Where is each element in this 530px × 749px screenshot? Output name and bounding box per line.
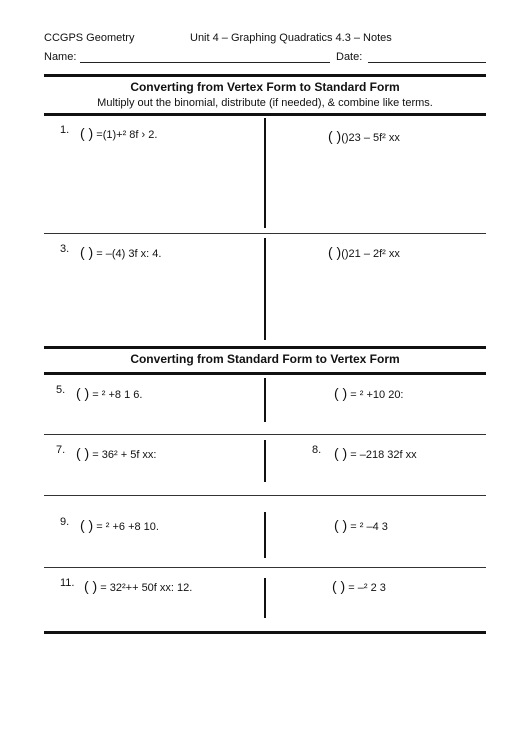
section2-top-rule — [44, 346, 486, 349]
section1-top-rule — [44, 74, 486, 77]
problem-number: 11. — [60, 577, 75, 589]
section1-title: Converting from Vertex Form to Standard Form — [130, 80, 400, 94]
column-divider — [264, 378, 266, 422]
row-divider — [44, 434, 486, 435]
problem-3-expression: ( ) = –(4) 3f x: 4. — [80, 244, 162, 260]
name-label: Name: — [44, 51, 77, 63]
problem-11-expression: ( ) = 32²++ 50f xx: 12. — [84, 578, 193, 594]
problem-number: 9. — [60, 516, 70, 528]
problem-number: 8. — [312, 444, 322, 456]
date-field[interactable] — [368, 62, 486, 63]
row-divider — [44, 495, 486, 496]
problem-number: 1. — [60, 124, 70, 136]
section2-title: Converting from Standard Form to Vertex Form — [130, 352, 400, 366]
problem-9-expression: ( ) = ² +6 +8 10. — [80, 517, 159, 533]
problem-4-expression: ( )()21 – 2f² xx — [328, 244, 400, 260]
row-divider — [44, 567, 486, 568]
section2-header-rule — [44, 372, 486, 375]
date-label: Date: — [336, 51, 363, 63]
problem-number: 3. — [60, 243, 70, 255]
course-title: CCGPS Geometry — [44, 32, 135, 44]
column-divider — [264, 440, 266, 482]
column-divider — [264, 512, 266, 558]
problem-8-expression: ( ) = –218 32f xx — [334, 445, 417, 461]
problem-6-expression: ( ) = ² +10 20: — [334, 385, 404, 401]
section1-header-rule — [44, 113, 486, 116]
problem-2-expression: ( )()23 – 5f² xx — [328, 128, 400, 144]
problem-7-expression: ( ) = 36² + 5f xx: — [76, 445, 157, 461]
problem-10-expression: ( ) = ² –4 3 — [334, 517, 388, 533]
problem-5-expression: ( ) = ² +8 1 6. — [76, 385, 143, 401]
problem-number: 5. — [56, 384, 66, 396]
name-field[interactable] — [80, 62, 330, 63]
section2-bottom-rule — [44, 631, 486, 634]
problem-12-expression: ( ) = –² 2 3 — [332, 578, 386, 594]
problem-1-expression: ( ) =(1)+² 8f › 2. — [80, 125, 158, 141]
problem-number: 7. — [56, 444, 66, 456]
section1-subtitle: Multiply out the binomial, distribute (if needed), & combine like terms. — [97, 97, 433, 109]
column-divider — [264, 118, 266, 228]
row-divider — [44, 233, 486, 234]
column-divider — [264, 238, 266, 340]
unit-title: Unit 4 – Graphing Quadratics 4.3 – Notes — [190, 32, 392, 44]
column-divider — [264, 578, 266, 618]
